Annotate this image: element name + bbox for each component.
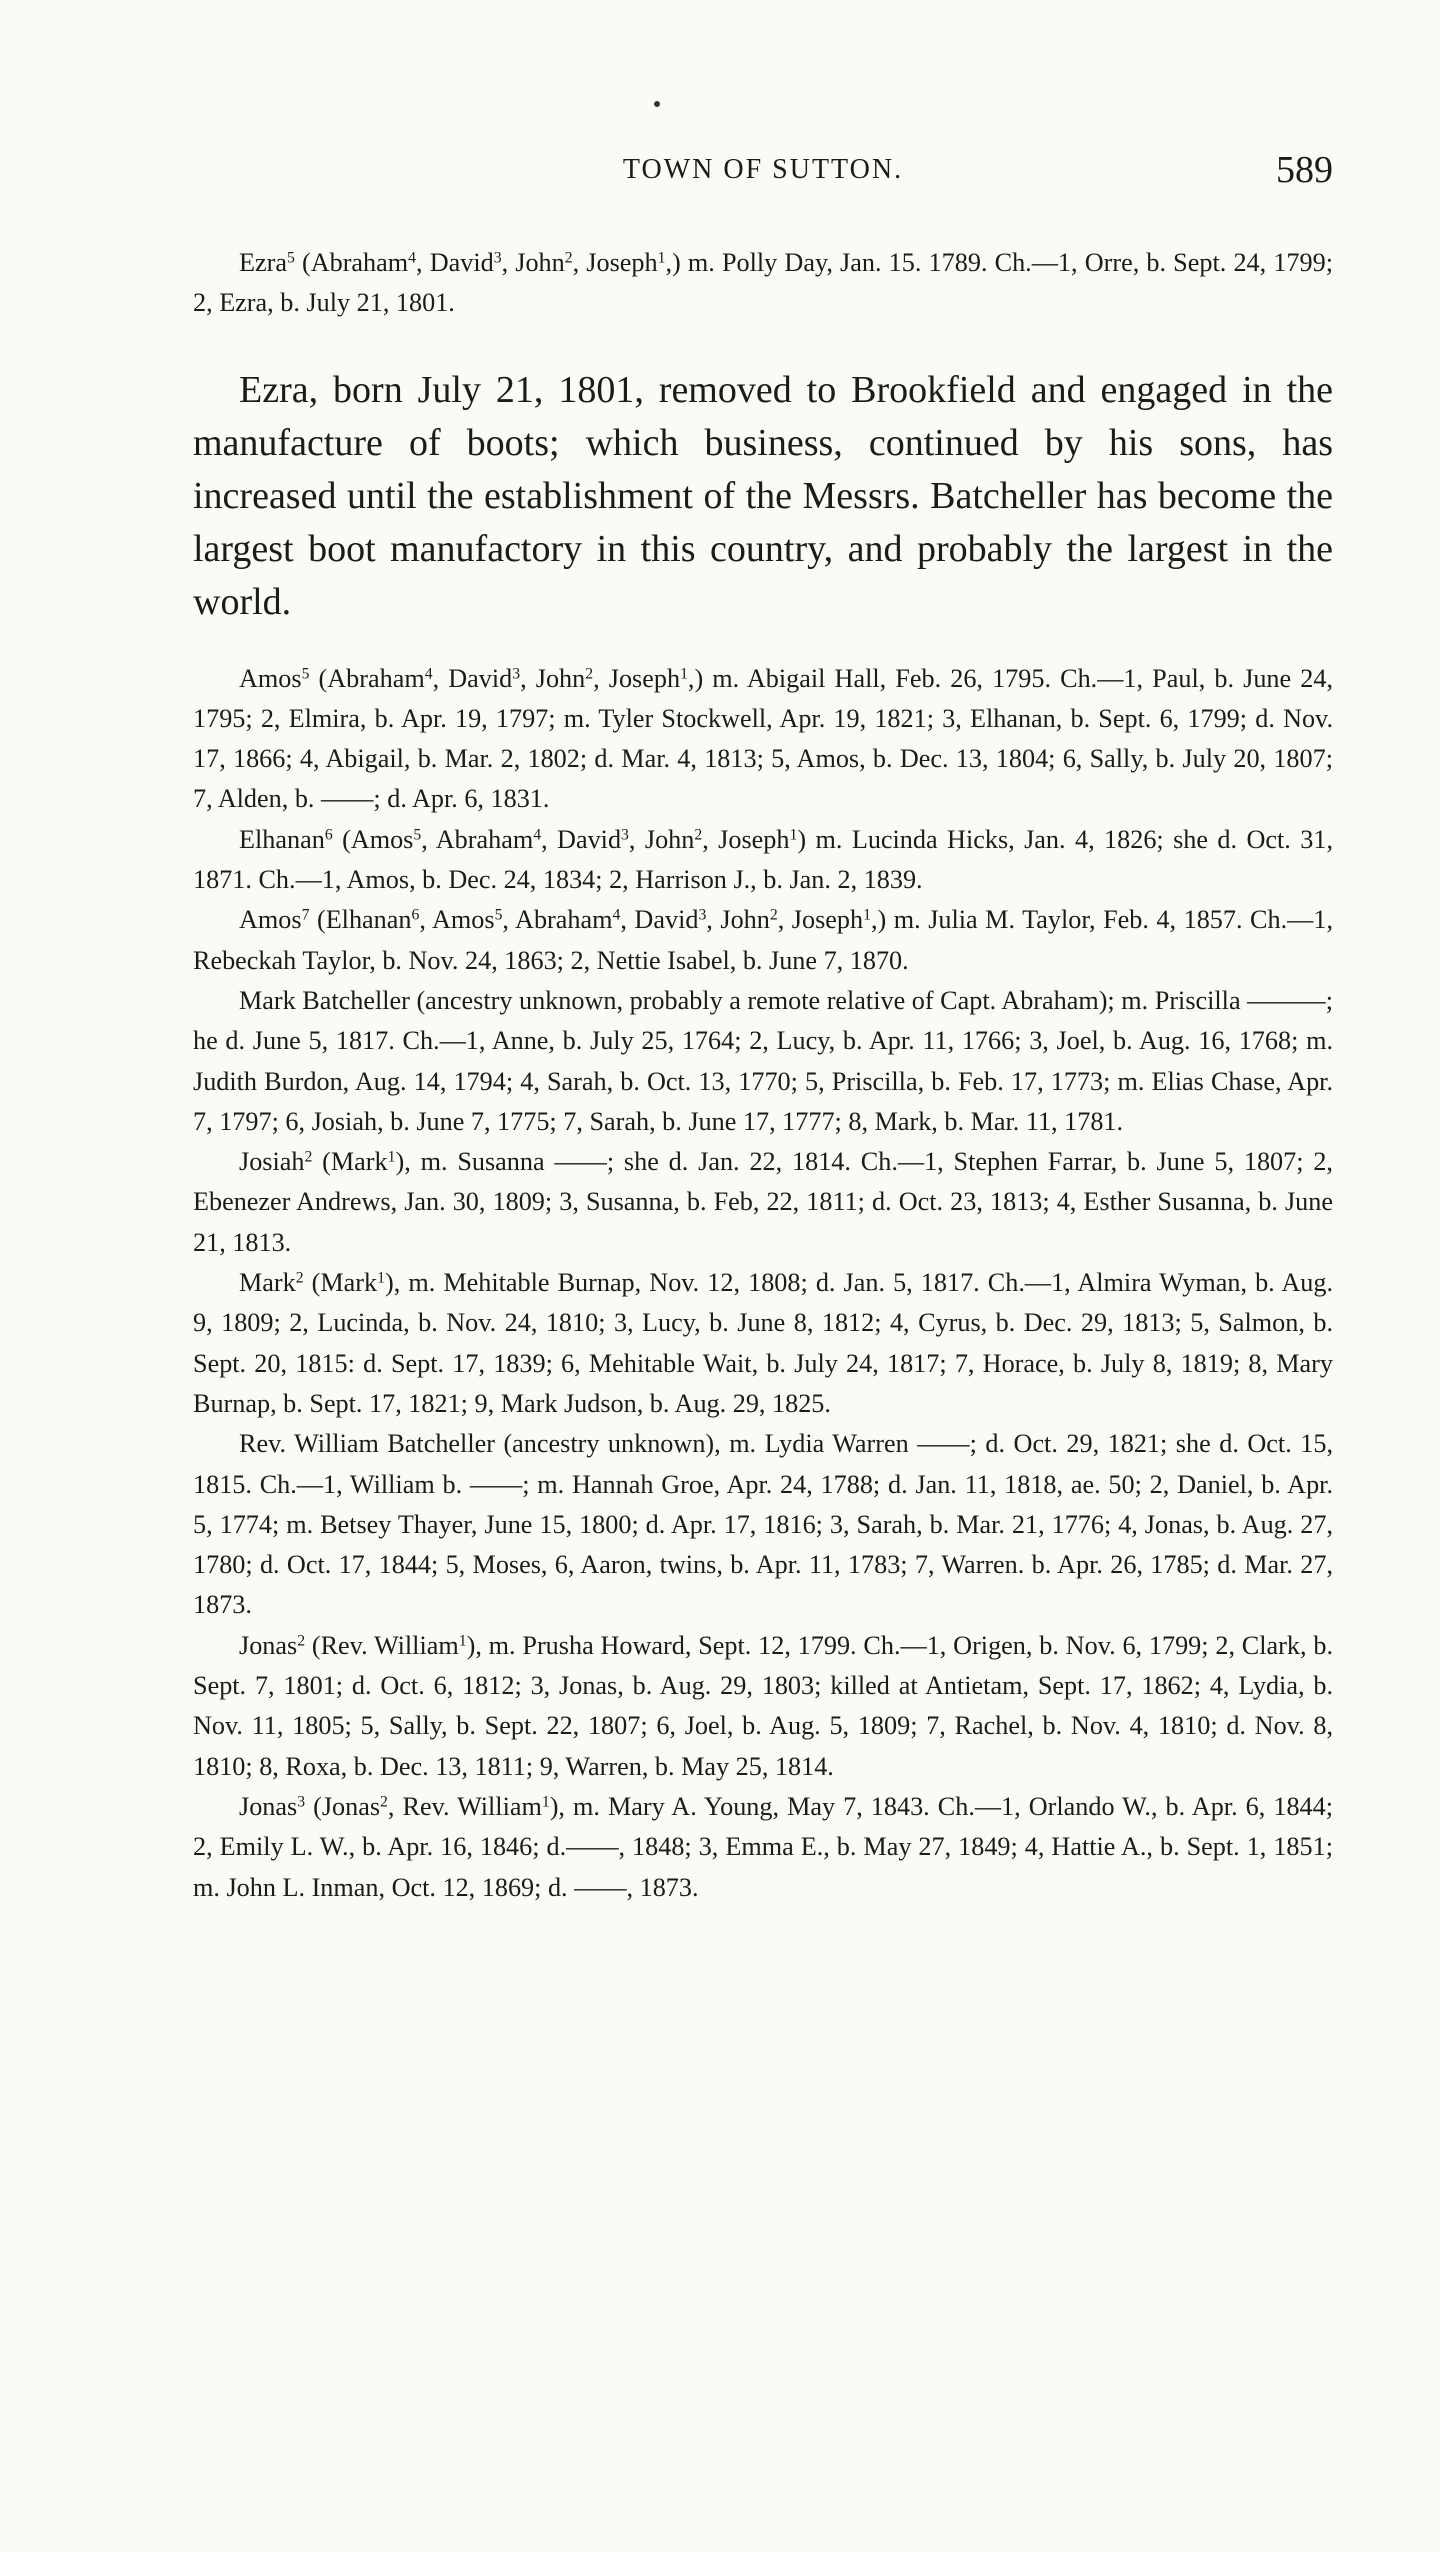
page-number: 589 — [1276, 149, 1333, 191]
ink-dot — [654, 101, 660, 107]
running-title: TOWN OF SUTTON. — [622, 154, 904, 185]
generation-superscript: 1 — [789, 826, 798, 844]
generation-superscript: 1 — [863, 906, 871, 924]
entry-amos5: Amos$^5$ (Abraham$^4$, David$^3$, John$^2$, Joseph$^1$,) m. Abigail Hall, Feb. 26, 1795. Ch.—1, Paul, b. June 24, 1795; 2, Elmira, b. Apr. 19, 1797; m. Tyler Stockwell, Apr. 19, 1821; 3, Elhanan, b. Sept. 6, 1799; d. Nov. 17, 1866; 4, Abigail, b. Mar. 2, 1802; d. Mar. 4, 1813; 5, Amos, b. Dec. 13, 1804; 6, Sally, b. July 20, 1807; 7, Alden, b. ——; d. Apr. 6, 1831. — [193, 663, 1333, 814]
generation-superscript: 3 — [698, 906, 707, 924]
entry-mark2: Mark$^2$ (Mark$^1$), m. Mehitable Burnap, Nov. 12, 1808; d. Jan. 5, 1817. Ch.—1, Almira Wyman, b. Aug. 9, 1809; 2, Lucinda, b. Nov. 24, 1810; 3, Lucy, b. June 8, 1812; 4, Cyrus, b. Dec. 29, 1813; 5, Salmon, b. Sept. 20, 1815: d. Sept. 17, 1839; 6, Mehitable Wait, b. July 24, 1817; 7, Horace, b. July 8, 1819; 8, Mary Burnap, b. Sept. 17, 1821; 9, Mark Judson, b. Aug. 29, 1825. — [193, 1268, 1333, 1418]
generation-superscript: 2 — [295, 1269, 304, 1287]
generation-superscript: 4 — [533, 826, 542, 844]
generation-superscript: 2 — [694, 826, 703, 844]
entry-mark-batcheller: Mark Batcheller (ancestry unknown, probably a remote relative of Capt. Abraham); m. Priscilla ———; he d. June 5, 1817. Ch.—1, Anne, b. July 25, 1764; 2, Lucy, b. Apr. 11, 1766; 3, Joel, b. Aug. 16, 1768; m. Judith Burdon, Aug. 14, 1794; 4, Sarah, b. Oct. 13, 1770; 5, Priscilla, b. Feb. 17, 1773; m. Elias Chase, Apr. 7, 1797; 6, Josiah, b. June 7, 1775; 7, Sarah, b. June 17, 1777; 8, Mark, b. Mar. 11, 1781. — [193, 985, 1333, 1136]
generation-superscript: 3 — [297, 1793, 306, 1811]
generation-superscript: 6 — [411, 906, 420, 924]
generation-superscript: 6 — [324, 826, 333, 844]
generation-superscript: 2 — [769, 906, 778, 924]
page-header — [193, 148, 1333, 198]
entry-amos7: Amos$^7$ (Elhanan$^6$, Amos$^5$, Abraham$^4$, David$^3$, John$^2$, Joseph$^1$,) m. Julia M. Taylor, Feb. 4, 1857. Ch.—1, Rebeckah Taylor, b. Nov. 24, 1863; 2, Nettie Isabel, b. June 7, 1870. — [193, 905, 1333, 975]
generation-superscript: 5 — [286, 249, 295, 267]
generation-superscript: 3 — [512, 664, 521, 682]
generation-superscript: 1 — [657, 249, 666, 267]
generation-superscript: 4 — [408, 249, 416, 267]
entry-josiah2: Josiah$^2$ (Mark$^1$), m. Susanna ——; she d. Jan. 22, 1814. Ch.—1, Stephen Farrar, b. June 5, 1807; 2, Ebenezer Andrews, Jan. 30, 1809; 3, Susanna, b. Feb, 22, 1811; d. Oct. 23, 1813; 4, Esther Susanna, b. June 21, 1813. — [193, 1147, 1333, 1257]
generation-superscript: 4 — [612, 906, 621, 924]
entry-ezra5: Ezra$^5$ (Abraham$^4$, David$^3$, John$^2$, Joseph$^1$,) m. Polly Day, Jan. 15. 1789. Ch.—1, Orre, b. Sept. 24, 1799; 2, Ezra, b. July 21, 1801. — [193, 248, 1333, 318]
generation-superscript: 2 — [564, 249, 573, 267]
generation-superscript: 7 — [301, 906, 310, 924]
generation-superscript: 2 — [297, 1632, 306, 1650]
generation-superscript: 2 — [380, 1793, 388, 1811]
generation-superscript: 1 — [541, 1793, 550, 1811]
generation-superscript: 5 — [494, 906, 503, 924]
generation-superscript: 3 — [493, 249, 502, 267]
generation-superscript: 1 — [680, 664, 688, 682]
entry-elhanan6: Elhanan$^6$ (Amos$^5$, Abraham$^4$, David$^3$, John$^2$, Joseph$^1$) m. Lucinda Hicks, Jan. 4, 1826; she d. Oct. 31, 1871. Ch.—1, Amos, b. Dec. 24, 1834; 2, Harrison J., b. Jan. 2, 1839. — [193, 824, 1334, 895]
generation-superscript: 5 — [301, 664, 310, 682]
generation-superscript: 5 — [413, 826, 422, 844]
generation-superscript: 4 — [424, 664, 433, 682]
entry-jonas3: Jonas$^3$ (Jonas$^2$, Rev. William$^1$), m. Mary A. Young, May 7, 1843. Ch.—1, Orlando W., b. Apr. 6, 1844; 2, Emily L. W., b. Apr. 16, 1846; d.——, 1848; 3, Emma E., b. May 27, 1849; 4, Hattie A., b. Sept. 1, 1851; m. John L. Inman, Oct. 12, 1869; d. ——, 1873. — [193, 1791, 1333, 1902]
entry-jonas2: Jonas$^2$ (Rev. William$^1$), m. Prusha Howard, Sept. 12, 1799. Ch.—1, Origen, b. Nov. 6, 1799; 2, Clark, b. Sept. 7, 1801; d. Oct. 6, 1812; 3, Jonas, b. Aug. 29, 1803; killed at Antietam, Sept. 17, 1862; 4, Lydia, b. Nov. 11, 1805; 5, Sally, b. Sept. 22, 1807; 6, Joel, b. Aug. 5, 1809; 7, Rachel, b. Nov. 4, 1810; d. Nov. 8, 1810; 8, Roxa, b. Dec. 13, 1811; 9, Warren, b. May 25, 1814. — [193, 1630, 1333, 1781]
entry-rev-william-batcheller: Rev. William Batcheller (ancestry unknown), m. Lydia Warren ——; d. Oct. 29, 1821; she d. Oct. 15, 1815. Ch.—1, William b. ——; m. Hannah Groe, Apr. 24, 1788; d. Jan. 11, 1818, ae. 50; 2, Daniel, b. Apr. 5, 1774; m. Betsey Thayer, June 15, 1800; d. Apr. 17, 1816; 3, Sarah, b. Mar. 21, 1776; 4, Jonas, b. Aug. 27, 1780; d. Oct. 17, 1844; 5, Moses, 6, Aaron, twins, b. Apr. 11, 1783; 7, Warren. b. Apr. 26, 1785; d. Mar. 27, 1873. — [193, 1429, 1333, 1620]
generation-superscript: 2 — [585, 664, 594, 682]
generation-superscript: 1 — [458, 1632, 467, 1650]
page-body — [193, 243, 1333, 1908]
generation-superscript: 3 — [621, 826, 629, 844]
generation-superscript: 2 — [304, 1148, 313, 1166]
generation-superscript: 1 — [387, 1148, 396, 1166]
generation-superscript: 1 — [377, 1269, 385, 1287]
narrative-paragraph: Ezra, born July 21, 1801, removed to Brookfield and engaged in the manufacture of boots; which business, continued by his sons, has increased until the establishment of the Messrs. Batcheller has become the largest boot manufactory in this country, and probably the largest in the world. — [193, 368, 1333, 623]
